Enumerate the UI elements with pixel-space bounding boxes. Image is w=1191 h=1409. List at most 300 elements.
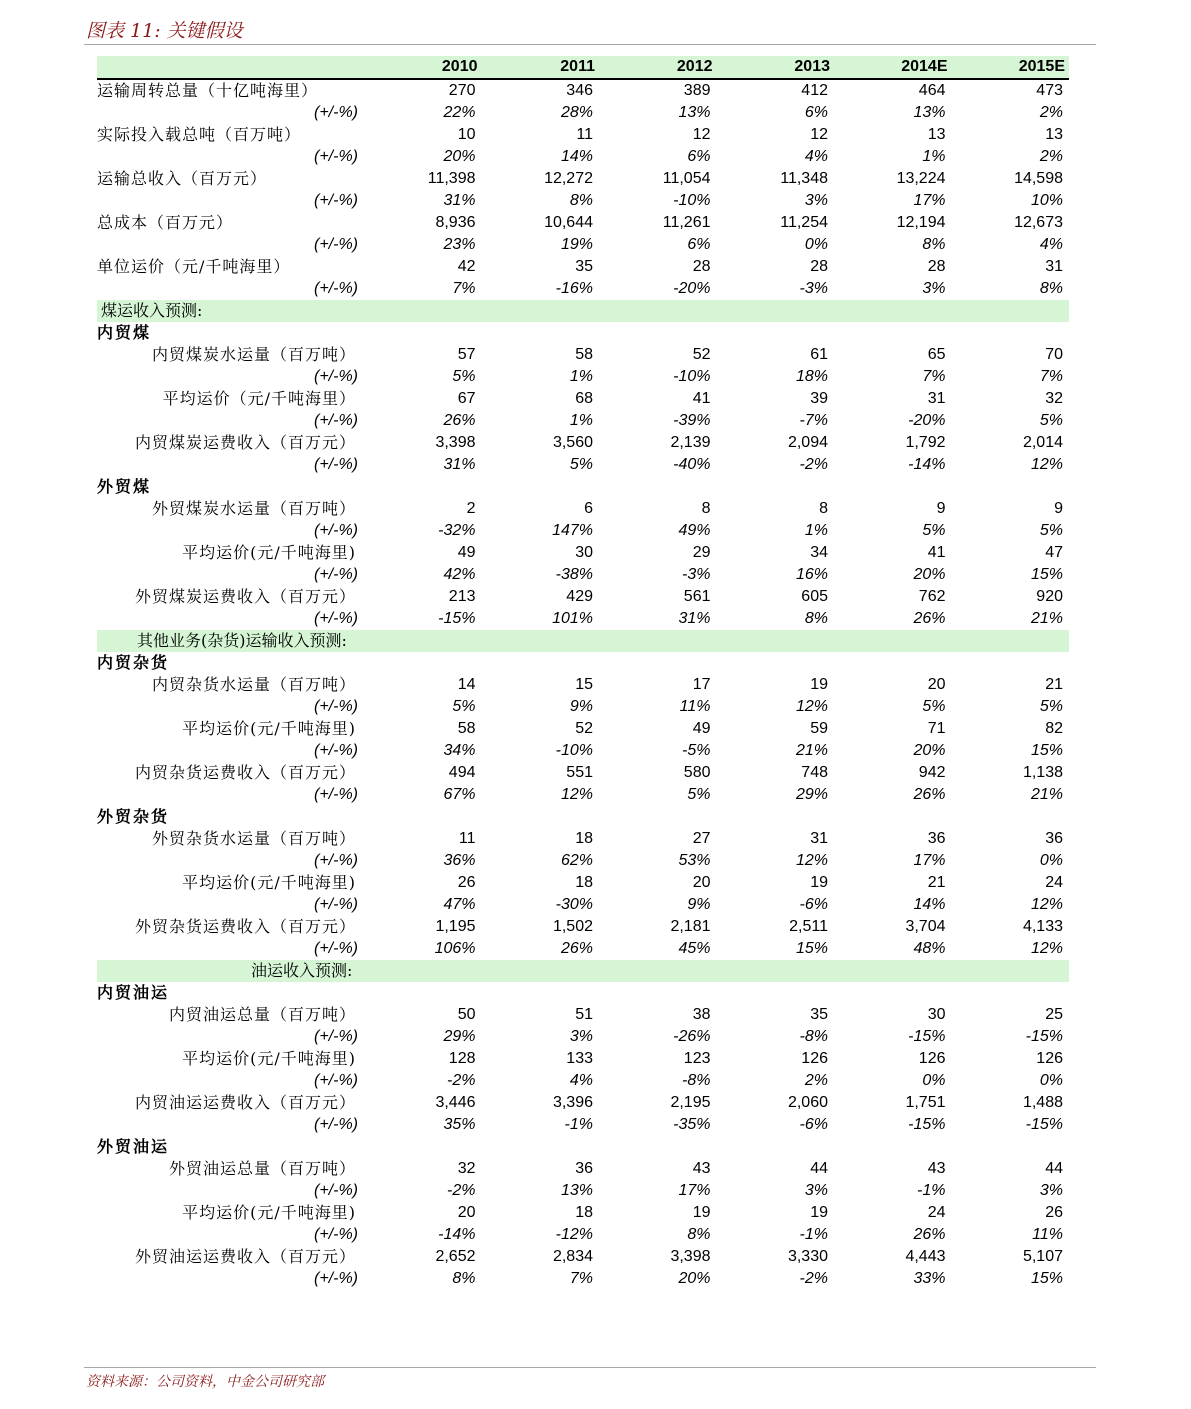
growth-cell: 3% [922, 280, 946, 297]
growth-cell: 2% [1039, 104, 1063, 121]
growth-cell: -3% [682, 566, 711, 583]
growth-cell: 5% [1039, 698, 1063, 715]
growth-cell: 15% [1030, 566, 1063, 583]
value-cell: 47 [1045, 544, 1063, 561]
growth-cell: 12% [560, 786, 593, 803]
growth-cell: 15% [1030, 742, 1063, 759]
growth-cell: 8% [922, 236, 946, 253]
growth-cell: 21% [1030, 786, 1063, 803]
growth-cell: 6% [687, 236, 711, 253]
value-cell: 44 [810, 1160, 828, 1177]
growth-cell: 2% [804, 1072, 828, 1089]
growth-cell: 3% [804, 1182, 828, 1199]
growth-label: (+/-%) [314, 698, 358, 715]
growth-label: (+/-%) [314, 610, 358, 627]
growth-cell: 26% [913, 1226, 946, 1243]
section-label: 其他业务(杂货)运输收入预测: [97, 630, 1069, 652]
metric-row [97, 388, 1069, 410]
growth-row [97, 740, 1069, 762]
growth-cell: 49% [678, 522, 711, 539]
value-cell: 346 [566, 82, 593, 99]
value-cell: 38 [692, 1006, 711, 1023]
growth-cell: -40% [673, 456, 711, 473]
metric-row [97, 916, 1069, 938]
value-cell: 8 [819, 500, 828, 517]
value-cell: 11 [576, 126, 593, 143]
metric-label: 平均运价(元/千吨海里) [182, 543, 356, 562]
metric-row [97, 586, 1069, 608]
growth-label: (+/-%) [314, 852, 358, 869]
growth-row [97, 1268, 1069, 1290]
value-cell: 464 [918, 82, 946, 99]
value-cell: 35 [810, 1006, 828, 1023]
growth-cell: 17% [913, 192, 946, 209]
growth-cell: 4% [804, 148, 828, 165]
metric-label: 平均运价(元/千吨海里) [182, 719, 356, 738]
section-header-row [97, 960, 1069, 982]
value-cell: 213 [448, 588, 476, 605]
growth-label: (+/-%) [314, 456, 358, 473]
metric-row [97, 674, 1069, 696]
growth-cell: -1% [564, 1116, 593, 1133]
growth-cell: 8% [452, 1270, 476, 1287]
growth-label: (+/-%) [314, 1226, 358, 1243]
metric-row [97, 1246, 1069, 1268]
growth-cell: -10% [555, 742, 593, 759]
value-cell: 11,348 [780, 170, 828, 187]
value-cell: 605 [801, 588, 828, 605]
growth-cell: 28% [560, 104, 593, 121]
value-cell: 133 [566, 1050, 593, 1067]
value-cell: 12,673 [1014, 214, 1063, 231]
growth-cell: -14% [438, 1226, 476, 1243]
growth-cell: 19% [560, 236, 593, 253]
metric-row [97, 344, 1069, 366]
growth-cell: 8% [687, 1226, 711, 1243]
value-cell: 61 [810, 346, 828, 363]
metric-row [97, 1202, 1069, 1224]
growth-cell: 16% [795, 566, 828, 583]
value-cell: 34 [810, 544, 828, 561]
growth-cell: 26% [560, 940, 593, 957]
value-cell: 1,488 [1022, 1094, 1063, 1111]
growth-cell: 4% [1039, 236, 1063, 253]
metric-label: 平均运价(元/千吨海里) [182, 1203, 356, 1222]
value-cell: 24 [1045, 874, 1063, 891]
growth-cell: 4% [569, 1072, 593, 1089]
growth-cell: 21% [1030, 610, 1063, 627]
value-cell: 920 [1036, 588, 1063, 605]
growth-cell: -12% [555, 1226, 593, 1243]
value-cell: 36 [927, 830, 946, 847]
value-cell: 39 [810, 390, 828, 407]
bottom-divider [84, 1367, 1096, 1368]
growth-label: (+/-%) [314, 1072, 358, 1089]
growth-cell: -2% [447, 1072, 476, 1089]
source-note: 资料来源：公司资料，中金公司研究部 [86, 1374, 324, 1390]
value-cell: 561 [683, 588, 711, 605]
growth-cell: 21% [795, 742, 828, 759]
growth-cell: 147% [552, 522, 593, 539]
growth-row [97, 190, 1069, 212]
metric-row [97, 762, 1069, 784]
value-cell: 29 [692, 544, 711, 561]
growth-cell: 10% [1030, 192, 1063, 209]
growth-label: (+/-%) [314, 522, 358, 539]
growth-cell: 22% [443, 104, 476, 121]
value-cell: 389 [683, 82, 711, 99]
value-cell: 19 [692, 1204, 711, 1221]
growth-cell: -15% [908, 1028, 946, 1045]
value-cell: 1,751 [905, 1094, 946, 1111]
value-cell: 11,254 [780, 214, 828, 231]
growth-cell: 45% [678, 940, 711, 957]
value-cell: 8 [701, 500, 711, 517]
growth-row [97, 608, 1069, 630]
value-cell: 26 [457, 874, 476, 891]
value-cell: 13,224 [896, 170, 946, 187]
metric-label: 运输总收入（百万元） [97, 169, 268, 188]
growth-cell: 12% [795, 698, 828, 715]
growth-cell: 26% [443, 412, 476, 429]
metric-row [97, 432, 1069, 454]
growth-cell: -15% [1025, 1116, 1063, 1133]
growth-cell: 8% [1039, 280, 1063, 297]
growth-cell: 0% [1039, 1072, 1063, 1089]
growth-row [97, 938, 1069, 960]
value-cell: 52 [692, 346, 711, 363]
value-cell: 52 [575, 720, 593, 737]
growth-cell: -5% [682, 742, 711, 759]
growth-cell: 9% [569, 698, 593, 715]
value-cell: 2,511 [789, 918, 828, 935]
metric-label: 外贸杂货运费收入（百万元） [134, 917, 356, 936]
value-cell: 494 [448, 764, 476, 781]
growth-cell: 7% [569, 1270, 593, 1287]
metric-row [97, 124, 1069, 146]
value-cell: 57 [457, 346, 476, 363]
value-cell: 3,398 [435, 434, 476, 451]
metric-row [97, 1158, 1069, 1180]
value-cell: 3,704 [905, 918, 946, 935]
value-cell: 2,834 [552, 1248, 593, 1265]
growth-cell: 33% [913, 1270, 946, 1287]
metric-label: 平均运价(元/千吨海里) [182, 1049, 356, 1068]
growth-cell: 11% [679, 698, 711, 715]
metric-label: 外贸煤炭水运量（百万吨） [151, 499, 356, 518]
growth-cell: 62% [560, 852, 593, 869]
value-cell: 15 [575, 676, 593, 693]
value-cell: 28 [692, 258, 711, 275]
growth-cell: 5% [1039, 412, 1063, 429]
metric-label: 外贸杂货水运量（百万吨） [151, 829, 356, 848]
subgroup-label: 内贸油运 [97, 983, 170, 1002]
metric-label: 平均运价(元/千吨海里) [182, 873, 356, 892]
value-cell: 58 [575, 346, 593, 363]
growth-cell: 67% [443, 786, 476, 803]
value-cell: 65 [927, 346, 946, 363]
growth-cell: 8% [569, 192, 593, 209]
value-cell: 31 [810, 830, 828, 847]
growth-label: (+/-%) [314, 940, 358, 957]
value-cell: 10,644 [544, 214, 593, 231]
growth-cell: 31% [443, 456, 476, 473]
growth-cell: 12% [795, 852, 828, 869]
growth-cell: -8% [799, 1028, 828, 1045]
growth-cell: -32% [438, 522, 476, 539]
growth-cell: 53% [678, 852, 711, 869]
growth-cell: -10% [673, 368, 711, 385]
metric-row [97, 498, 1069, 520]
value-cell: 429 [566, 588, 593, 605]
value-cell: 25 [1045, 1006, 1063, 1023]
metric-row [97, 542, 1069, 564]
growth-cell: -26% [673, 1028, 711, 1045]
growth-label: (+/-%) [314, 896, 358, 913]
metric-row [97, 718, 1069, 740]
subgroup-label: 外贸杂货 [97, 807, 170, 826]
growth-cell: -10% [673, 192, 711, 209]
growth-label: (+/-%) [314, 412, 358, 429]
value-cell: 1,195 [435, 918, 476, 935]
value-cell: 44 [1045, 1160, 1063, 1177]
value-cell: 49 [692, 720, 711, 737]
value-cell: 9 [1054, 500, 1063, 517]
metric-row [97, 79, 1069, 102]
growth-cell: 7% [922, 368, 946, 385]
subgroup-row [97, 806, 1069, 828]
value-cell: 4,133 [1022, 918, 1063, 935]
growth-cell: 26% [913, 786, 946, 803]
growth-cell: -6% [799, 1116, 828, 1133]
growth-cell: 13% [678, 104, 711, 121]
growth-cell: 12% [1030, 940, 1063, 957]
growth-cell: 36% [443, 852, 476, 869]
growth-row [97, 1114, 1069, 1136]
value-cell: 35 [575, 258, 593, 275]
year-header: 2013 [717, 56, 835, 79]
metric-label: 内贸煤炭水运量（百万吨） [151, 345, 356, 364]
header-blank-cell [97, 56, 364, 79]
value-cell: 31 [927, 390, 946, 407]
value-cell: 28 [810, 258, 828, 275]
growth-cell: 29% [795, 786, 828, 803]
value-cell: 18 [575, 830, 593, 847]
value-cell: 19 [810, 676, 828, 693]
growth-cell: 20% [913, 566, 946, 583]
growth-cell: -2% [799, 456, 828, 473]
subgroup-row [97, 982, 1069, 1004]
growth-cell: -35% [673, 1116, 711, 1133]
value-cell: 11,398 [427, 170, 476, 187]
growth-cell: 0% [1039, 852, 1063, 869]
growth-cell: 14% [560, 148, 593, 165]
value-cell: 36 [575, 1160, 593, 1177]
growth-cell: -2% [799, 1270, 828, 1287]
metric-label: 实际投入载总吨（百万吨） [97, 125, 302, 144]
growth-cell: 0% [922, 1072, 946, 1089]
value-cell: 19 [810, 874, 828, 891]
value-cell: 21 [927, 874, 946, 891]
value-cell: 270 [448, 82, 476, 99]
value-cell: 3,396 [552, 1094, 593, 1111]
value-cell: 2,652 [435, 1248, 476, 1265]
value-cell: 82 [1045, 720, 1063, 737]
value-cell: 20 [692, 874, 711, 891]
growth-cell: 13% [913, 104, 946, 121]
growth-label: (+/-%) [314, 192, 358, 209]
value-cell: 123 [683, 1050, 711, 1067]
growth-label: (+/-%) [314, 104, 358, 121]
metric-row [97, 872, 1069, 894]
assumptions-table [97, 56, 1069, 1290]
growth-cell: 12% [1030, 456, 1063, 473]
value-cell: 6 [584, 500, 593, 517]
subgroup-row [97, 476, 1069, 498]
table-body [97, 79, 1069, 1290]
growth-label: (+/-%) [314, 1028, 358, 1045]
growth-cell: -16% [555, 280, 593, 297]
value-cell: 18 [575, 874, 593, 891]
value-cell: 412 [801, 82, 828, 99]
value-cell: 942 [918, 764, 946, 781]
growth-row [97, 410, 1069, 432]
metric-label: 外贸油运总量（百万吨） [168, 1159, 356, 1178]
value-cell: 12,194 [896, 214, 946, 231]
subgroup-label: 内贸煤 [97, 323, 152, 342]
value-cell: 51 [575, 1006, 593, 1023]
growth-cell: -30% [555, 896, 593, 913]
growth-cell: 23% [443, 236, 476, 253]
value-cell: 21 [1045, 676, 1063, 693]
value-cell: 24 [927, 1204, 946, 1221]
growth-cell: -3% [799, 280, 828, 297]
growth-cell: -2% [447, 1182, 476, 1199]
growth-cell: -38% [555, 566, 593, 583]
value-cell: 126 [801, 1050, 828, 1067]
value-cell: 2,014 [1022, 434, 1063, 451]
growth-row [97, 564, 1069, 586]
value-cell: 26 [1045, 1204, 1063, 1221]
growth-cell: -8% [682, 1072, 711, 1089]
growth-cell: -1% [917, 1182, 946, 1199]
growth-cell: 26% [913, 610, 946, 627]
growth-cell: 31% [678, 610, 711, 627]
growth-cell: -6% [799, 896, 828, 913]
growth-cell: -7% [799, 412, 828, 429]
growth-cell: 5% [1039, 522, 1063, 539]
value-cell: 27 [692, 830, 711, 847]
value-cell: 43 [927, 1160, 946, 1177]
growth-cell: 34% [443, 742, 476, 759]
metric-row [97, 212, 1069, 234]
growth-cell: -39% [673, 412, 711, 429]
value-cell: 14 [457, 676, 476, 693]
growth-row [97, 1180, 1069, 1202]
header-row [97, 56, 1069, 79]
growth-cell: 11% [1032, 1226, 1063, 1243]
value-cell: 30 [927, 1006, 946, 1023]
value-cell: 28 [927, 258, 946, 275]
value-cell: 20 [927, 676, 946, 693]
value-cell: 50 [457, 1006, 476, 1023]
growth-cell: 20% [678, 1270, 711, 1287]
growth-cell: 1% [569, 412, 593, 429]
subgroup-label: 外贸油运 [97, 1137, 170, 1156]
value-cell: 126 [918, 1050, 946, 1067]
growth-cell: 5% [687, 786, 711, 803]
growth-cell: 7% [452, 280, 476, 297]
year-header: 2015E [952, 56, 1070, 79]
value-cell: 70 [1045, 346, 1063, 363]
growth-row [97, 696, 1069, 718]
value-cell: 67 [457, 390, 476, 407]
value-cell: 43 [692, 1160, 711, 1177]
growth-cell: 1% [569, 368, 593, 385]
section-header-row [97, 630, 1069, 652]
value-cell: 9 [936, 500, 946, 517]
growth-row [97, 1070, 1069, 1092]
growth-cell: 2% [1039, 148, 1063, 165]
growth-cell: 13% [560, 1182, 593, 1199]
growth-label: (+/-%) [314, 1116, 358, 1133]
value-cell: 58 [457, 720, 476, 737]
value-cell: 2,060 [787, 1094, 828, 1111]
section-header-row [97, 300, 1069, 322]
value-cell: 13 [927, 126, 946, 143]
value-cell: 19 [810, 1204, 828, 1221]
value-cell: 12 [810, 126, 828, 143]
growth-label: (+/-%) [314, 280, 358, 297]
growth-cell: 14% [913, 896, 946, 913]
growth-cell: 101% [552, 610, 593, 627]
value-cell: 2,094 [787, 434, 828, 451]
growth-cell: 106% [434, 940, 476, 957]
value-cell: 42 [457, 258, 476, 275]
growth-cell: -20% [673, 280, 711, 297]
metric-label: 内贸杂货水运量（百万吨） [151, 675, 356, 694]
value-cell: 748 [801, 764, 828, 781]
value-cell: 3,560 [552, 434, 593, 451]
growth-cell: 5% [452, 368, 476, 385]
growth-row [97, 894, 1069, 916]
metric-label: 内贸煤炭运费收入（百万元） [134, 433, 356, 452]
growth-label: (+/-%) [314, 1182, 358, 1199]
value-cell: 13 [1045, 126, 1063, 143]
growth-cell: 20% [913, 742, 946, 759]
metric-row [97, 1048, 1069, 1070]
growth-row [97, 234, 1069, 256]
growth-cell: 5% [452, 698, 476, 715]
value-cell: 551 [566, 764, 593, 781]
growth-row [97, 278, 1069, 300]
growth-cell: 3% [569, 1028, 593, 1045]
growth-cell: 29% [443, 1028, 476, 1045]
metric-label: 外贸煤炭运费收入（百万元） [134, 587, 356, 606]
year-header: 2014E [834, 56, 952, 79]
growth-row [97, 784, 1069, 806]
value-cell: 49 [457, 544, 476, 561]
value-cell: 68 [575, 390, 593, 407]
value-cell: 30 [575, 544, 593, 561]
value-cell: 18 [575, 1204, 593, 1221]
growth-cell: 5% [569, 456, 593, 473]
metric-label: 总成本（百万元） [97, 213, 234, 232]
value-cell: 128 [448, 1050, 476, 1067]
value-cell: 12,272 [544, 170, 593, 187]
growth-label: (+/-%) [314, 368, 358, 385]
subgroup-label: 内贸杂货 [97, 653, 170, 672]
